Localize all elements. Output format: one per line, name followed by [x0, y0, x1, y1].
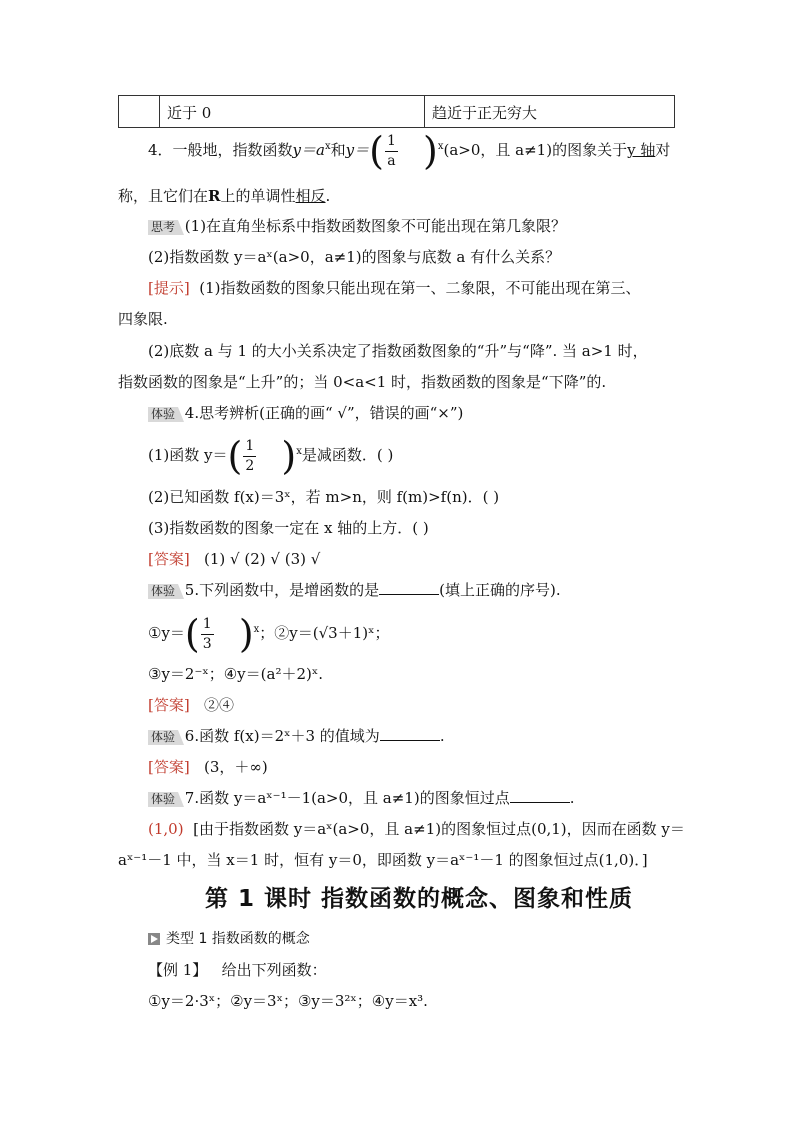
experience-tag: 体验: [148, 792, 178, 807]
example-items: ①y＝2·3ˣ；②y＝3ˣ；③y＝3²ˣ；④y＝x³.: [148, 992, 428, 1010]
table-cell: 近于 0: [167, 104, 212, 122]
answer-underline: y 轴: [627, 141, 656, 159]
fraction: $\frac{1}{2}$: [245, 438, 255, 474]
property-table-row: [118, 95, 675, 128]
lesson-title: 第 1 课时 指数函数的概念、图象和性质: [205, 886, 634, 912]
fill-blank[interactable]: [379, 580, 439, 595]
exp4-answer: [答案] (1) √ (2) √ (3) √: [148, 550, 321, 568]
exp6-answer: [答案] (3，＋∞): [148, 758, 268, 776]
exp6-title: 体验 6.函数 f(x)＝2ˣ＋3 的值域为 .: [148, 725, 445, 746]
exp7-answer-line-1: (1,0) [由于指数函数 y＝aˣ(a>0，且 a≠1)的图象恒过点(0,1)，因而在函数 y＝: [148, 820, 685, 838]
hint-line-3: (2)底数 a 与 1 的大小关系决定了指数函数图象的“升”与“降”. 当 a>1 时，: [148, 342, 648, 360]
hint-line-1: [提示] (1)指数函数的图象只能出现在第一、二象限，不可能出现在第三、: [148, 279, 641, 297]
exp4-q1: (1)函数 y＝( $\frac{1}{2}$ )$^x$是减函数．( ): [148, 434, 394, 478]
section-heading: 类型 1 指数函数的概念: [148, 928, 310, 948]
answer-tag: [答案]: [148, 550, 190, 568]
exp5-line-2: ③y＝2⁻ˣ；④y＝(a²＋2)ˣ.: [148, 665, 323, 683]
exp5-title: 体验 5.下列函数中，是增函数的是 (填上正确的序号).: [148, 579, 561, 600]
answer-tag: [答案]: [148, 758, 190, 776]
table-cell: 趋近于正无穷大: [432, 104, 538, 122]
exp5-line-1: ①y＝( $\frac{1}{3}$ )$^x$；②y＝(√3＋1)ˣ；: [148, 612, 390, 656]
think-q1: 思考 (1)在直角坐标系中指数函数图象不可能出现在第几象限？: [148, 215, 566, 236]
table-divider: [424, 96, 425, 127]
exp7-title: 体验 7.函数 y＝aˣ⁻¹－1(a>0，且 a≠1)的图象恒过点 .: [148, 787, 575, 808]
exp4-q3: (3)指数函数的图象一定在 x 轴的上方．( ): [148, 519, 429, 537]
item-4-line-2: 称，且它们在R上的单调性相反.: [118, 187, 331, 205]
example-heading: 【例 1】 给出下列函数：: [148, 961, 327, 979]
play-icon: [148, 933, 160, 945]
item-4-line-1: 4．一般地，指数函数$y=a^x$和y＝( $\frac{1}{a}$ )$^x$(a>0，且 a≠1)的图象关于y 轴对: [148, 129, 671, 173]
hint-line-4: 指数函数的图象是“上升”的；当 0<a<1 时，指数函数的图象是“下降”的.: [118, 373, 607, 391]
fill-blank[interactable]: [380, 726, 440, 741]
think-tag: 思考: [148, 220, 178, 235]
think-q2: (2)指数函数 y＝aˣ(a>0，a≠1)的图象与底数 a 有什么关系？: [148, 248, 561, 266]
experience-tag: 体验: [148, 584, 178, 599]
exp5-answer: [答案] ②④: [148, 696, 235, 714]
table-divider: [159, 96, 160, 127]
exp4-title: 体验 4.思考辨析(正确的画“ √”，错误的画“×”): [148, 402, 463, 423]
experience-tag: 体验: [148, 407, 178, 422]
exp4-q2: (2)已知函数 f(x)＝3ˣ，若 m>n，则 f(m)>f(n)．( ): [148, 488, 500, 506]
fraction: $\frac{1}{3}$: [202, 616, 212, 652]
experience-tag: 体验: [148, 730, 178, 745]
answer-value: (1,0): [148, 820, 184, 838]
hint-tag: [提示]: [148, 279, 190, 297]
fill-blank[interactable]: [510, 788, 570, 803]
fraction: $\frac{1}{a}$: [386, 133, 396, 169]
exp7-answer-line-2: aˣ⁻¹－1 中，当 x＝1 时，恒有 y＝0，即函数 y＝aˣ⁻¹－1 的图象恒过点(1,0)．]: [118, 851, 648, 869]
hint-line-2: 四象限.: [118, 310, 168, 328]
answer-tag: [答案]: [148, 696, 190, 714]
